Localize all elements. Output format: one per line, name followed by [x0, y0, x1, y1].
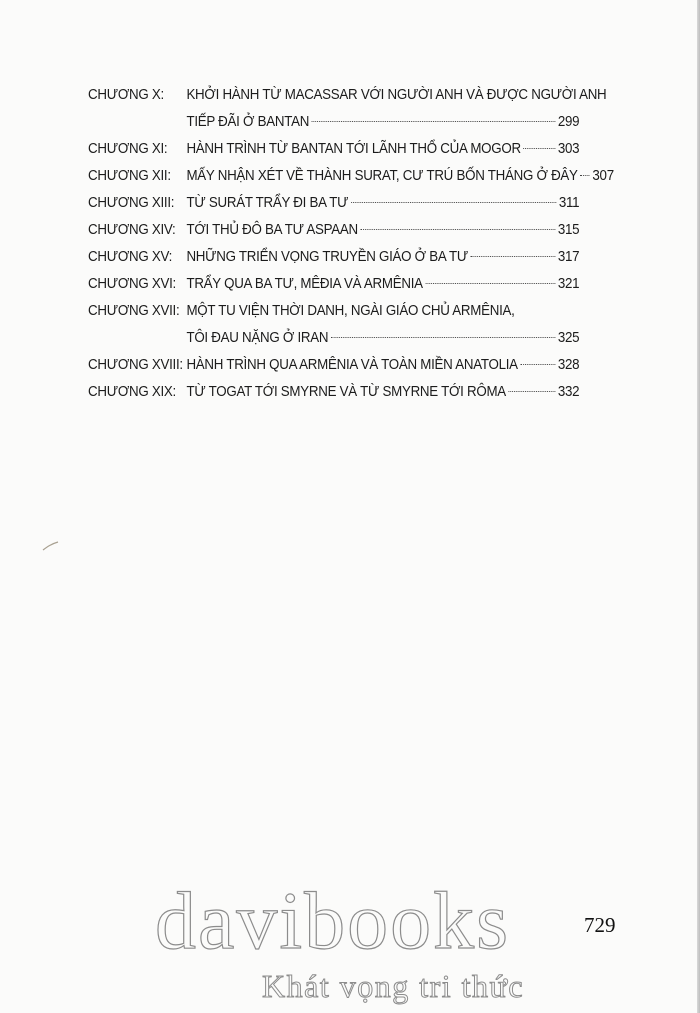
chapter-title — [186, 352, 579, 379]
chapter-title-line: MẤY NHẬN XÉT VỀ THÀNH SURAT, CƯ TRÚ BỐN THÁNG Ở ĐÂY — [186, 168, 578, 184]
page-number: 729 — [584, 913, 616, 937]
toc-entry — [88, 352, 579, 379]
chapter-title-line: TỚI THỦ ĐÔ BA TƯ ASPAAN — [186, 222, 358, 238]
chapter-label: CHƯƠNG XIV: — [88, 222, 176, 238]
dot-leader — [351, 202, 556, 203]
chapter-title-line: TÔI ĐAU NẶNG Ở IRAN — [186, 330, 329, 346]
chapter-label: CHƯƠNG X: — [88, 87, 164, 103]
toc-entry — [88, 271, 579, 298]
chapter-title — [186, 82, 607, 136]
publisher-logo: davibooks — [155, 875, 511, 966]
chapter-title-line: HÀNH TRÌNH TỪ BANTAN TỚI LÃNH THỔ CỦA MOGOR — [186, 141, 521, 157]
chapter-label: CHƯƠNG XVIII: — [88, 357, 183, 373]
toc-entry — [88, 163, 614, 190]
dot-leader — [361, 229, 555, 230]
toc-entry — [88, 82, 607, 136]
dot-leader — [312, 121, 555, 122]
chapter-title-line: HÀNH TRÌNH QUA ARMÊNIA VÀ TOÀN MIỀN ANATOLIA — [186, 357, 518, 373]
chapter-title — [186, 298, 579, 352]
chapter-page-number: 328 — [557, 357, 580, 373]
toc-entry — [88, 298, 579, 352]
chapter-page-number: 332 — [557, 384, 580, 400]
chapter-title-line: KHỞI HÀNH TỪ MACASSAR VỚI NGƯỜI ANH VÀ ĐƯỢC NGƯỜI ANH — [186, 87, 607, 103]
chapter-title — [186, 379, 579, 406]
pen-mark — [42, 540, 60, 552]
chapter-page-number: 311 — [558, 195, 580, 211]
chapter-title — [186, 217, 579, 244]
dot-leader — [524, 148, 556, 149]
dot-leader — [331, 337, 555, 338]
toc-entry — [88, 136, 579, 163]
publisher-tagline: Khát vọng tri thức — [262, 968, 525, 1004]
chapter-title-line: MỘT TU VIỆN THỜI DANH, NGÀI GIÁO CHỦ ARMÊNIA, — [186, 303, 515, 319]
chapter-label: CHƯƠNG XI: — [88, 141, 168, 157]
chapter-page-number: 307 — [592, 168, 614, 184]
chapter-label: CHƯƠNG XV: — [88, 249, 173, 265]
chapter-title-line: TRẨY QUA BA TƯ, MÊĐIA VÀ ARMÊNIA — [186, 276, 423, 292]
chapter-title-line: TỪ SURÁT TRẨY ĐI BA TƯ — [186, 195, 349, 211]
chapter-page-number: 321 — [557, 276, 580, 292]
table-of-contents — [88, 82, 614, 406]
chapter-title — [186, 190, 579, 217]
chapter-page-number: 317 — [557, 249, 580, 265]
toc-entry — [88, 379, 579, 406]
dot-leader — [471, 256, 555, 257]
dot-leader — [426, 283, 556, 284]
chapter-label: CHƯƠNG XII: — [88, 168, 171, 184]
chapter-title — [186, 163, 614, 190]
chapter-label: CHƯƠNG XVII: — [88, 303, 180, 319]
toc-entry — [88, 244, 579, 271]
dot-leader — [580, 175, 589, 176]
chapter-title-line: NHỮNG TRIỂN VỌNG TRUYỀN GIÁO Ở BA TƯ — [186, 249, 468, 265]
chapter-label: CHƯƠNG XIII: — [88, 195, 175, 211]
toc-entry — [88, 217, 579, 244]
dot-leader — [509, 391, 555, 392]
chapter-page-number: 299 — [557, 114, 580, 130]
chapter-title-line: TIẾP ĐÃI Ở BANTAN — [186, 114, 310, 130]
toc-entry — [88, 190, 579, 217]
chapter-title — [186, 271, 579, 298]
chapter-title — [186, 136, 579, 163]
chapter-label: CHƯƠNG XVI: — [88, 276, 176, 292]
chapter-label: CHƯƠNG XIX: — [88, 384, 176, 400]
chapter-page-number: 315 — [557, 222, 580, 238]
chapter-page-number: 303 — [557, 141, 580, 157]
chapter-title-line: TỪ TOGAT TỚI SMYRNE VÀ TỪ SMYRNE TỚI RÔMA — [186, 384, 506, 400]
dot-leader — [521, 364, 556, 365]
chapter-title — [186, 244, 579, 271]
chapter-page-number: 325 — [557, 330, 580, 346]
